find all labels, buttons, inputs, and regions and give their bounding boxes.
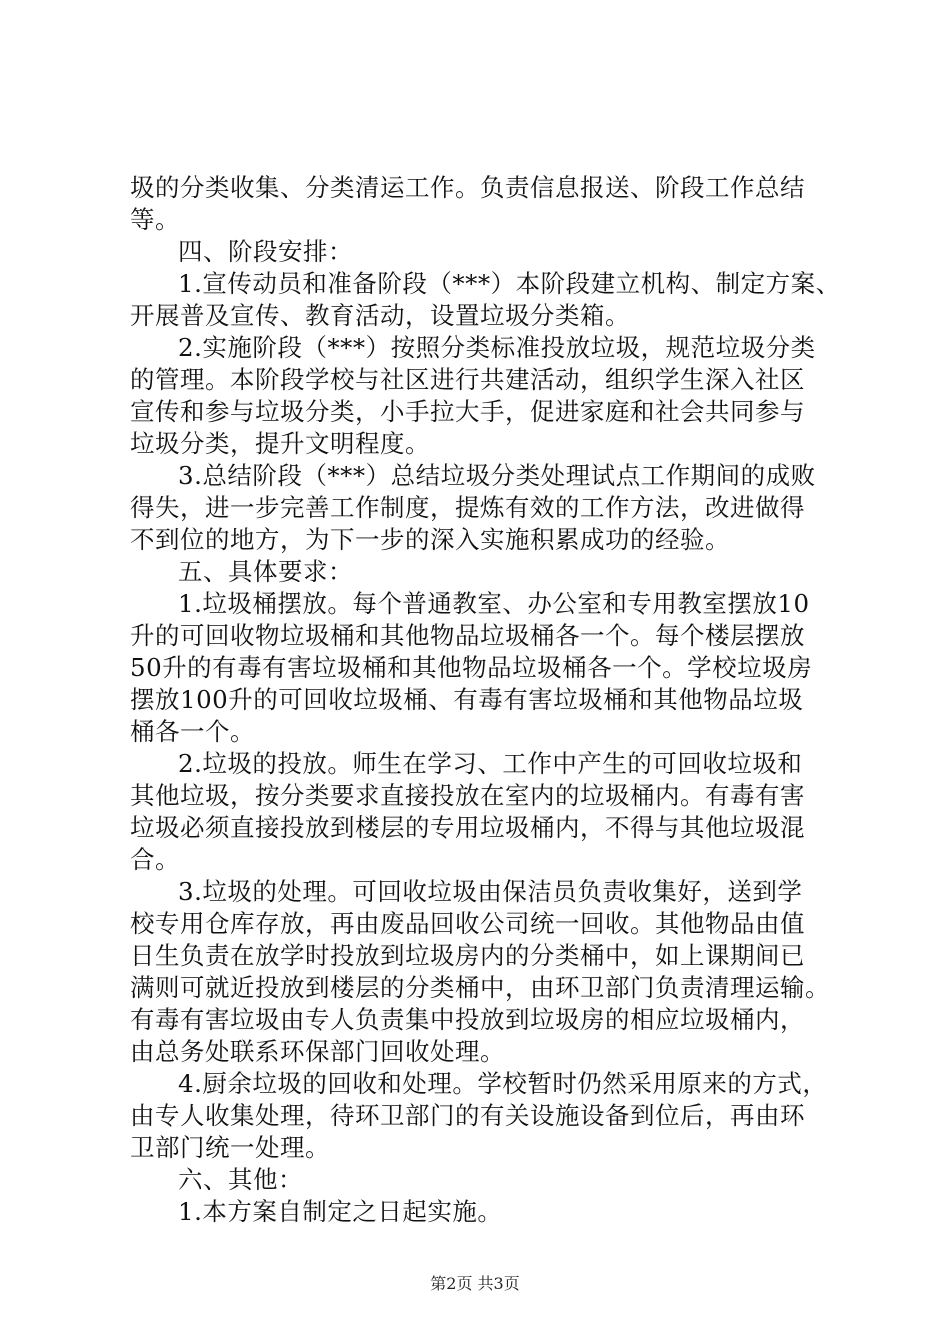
text-line: 合。 bbox=[130, 845, 180, 874]
text-line: 四、阶段安排： bbox=[178, 237, 353, 266]
text-line: 3.总结阶段（***）总结垃圾分类处理试点工作期间的成败 bbox=[178, 461, 816, 490]
text-line: 等。 bbox=[130, 205, 180, 234]
text-line: 3.垃圾的处理。可回收垃圾由保洁员负责收集好，送到学 bbox=[178, 877, 803, 906]
text-line: 圾的分类收集、分类清运工作。负责信息报送、阶段工作总结 bbox=[130, 173, 805, 202]
text-line: 得失，进一步完善工作制度，提炼有效的工作方法，改进做得 bbox=[130, 493, 805, 522]
text-line: 宣传和参与垃圾分类，小手拉大手，促进家庭和社会共同参与 bbox=[130, 397, 805, 426]
text-line: 五、具体要求： bbox=[178, 557, 353, 586]
text-line: 卫部门统一处理。 bbox=[130, 1133, 330, 1162]
text-line: 日生负责在放学时投放到垃圾房内的分类桶中，如上课期间已 bbox=[130, 941, 805, 970]
document-body bbox=[130, 172, 850, 1228]
text-line: 满则可就近投放到楼层的分类桶中，由环卫部门负责清理运输。 bbox=[130, 973, 830, 1002]
text-line: 六、其他： bbox=[178, 1165, 303, 1194]
text-line: 由专人收集处理，待环卫部门的有关设施设备到位后，再由环 bbox=[130, 1101, 805, 1130]
text-line: 由总务处联系环保部门回收处理。 bbox=[130, 1037, 505, 1066]
text-line: 校专用仓库存放，再由废品回收公司统一回收。其他物品由值 bbox=[130, 909, 805, 938]
page-number: 第2页 共3页 bbox=[430, 1274, 520, 1293]
text-line: 有毒有害垃圾由专人负责集中投放到垃圾房的相应垃圾桶内， bbox=[130, 1005, 805, 1034]
text-line: 1.本方案自制定之日起实施。 bbox=[178, 1197, 503, 1226]
text-line: 1.垃圾桶摆放。每个普通教室、办公室和专用教室摆放10 bbox=[178, 589, 810, 618]
text-line: 1.宣传动员和准备阶段（***）本阶段建立机构、制定方案、 bbox=[178, 269, 841, 298]
text-line: 2.实施阶段（***）按照分类标准投放垃圾，规范垃圾分类 bbox=[178, 333, 816, 362]
page-footer bbox=[0, 1274, 950, 1294]
text-line: 垃圾分类，提升文明程度。 bbox=[130, 429, 430, 458]
text-line: 50升的有毒有害垃圾桶和其他物品垃圾桶各一个。学校垃圾房 bbox=[130, 653, 813, 682]
text-line: 的管理。本阶段学校与社区进行共建活动，组织学生深入社区 bbox=[130, 365, 805, 394]
text-line: 桶各一个。 bbox=[130, 717, 255, 746]
text-line: 升的可回收物垃圾桶和其他物品垃圾桶各一个。每个楼层摆放 bbox=[130, 621, 805, 650]
text-line: 2.垃圾的投放。师生在学习、工作中产生的可回收垃圾和 bbox=[178, 749, 803, 778]
text-line: 摆放100升的可回收垃圾桶、有毒有害垃圾桶和其他物品垃圾 bbox=[130, 685, 804, 714]
text-line: 4.厨余垃圾的回收和处理。学校暂时仍然采用原来的方式， bbox=[178, 1069, 828, 1098]
text-line: 不到位的地方，为下一步的深入实施积累成功的经验。 bbox=[130, 525, 730, 554]
text-line: 垃圾必须直接投放到楼层的专用垃圾桶内，不得与其他垃圾混 bbox=[130, 813, 805, 842]
text-line: 开展普及宣传、教育活动，设置垃圾分类箱。 bbox=[130, 301, 630, 330]
text-line: 其他垃圾，按分类要求直接投放在室内的垃圾桶内。有毒有害 bbox=[130, 781, 805, 810]
